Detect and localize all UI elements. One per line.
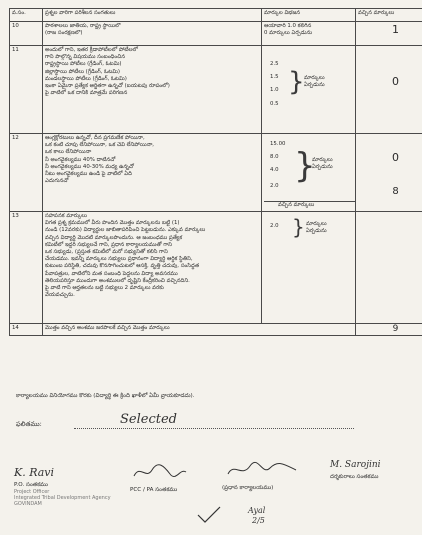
row13-details (43, 212, 262, 324)
row13-mark-1: 2.0 (270, 223, 279, 229)
row13-line-8: కుటుంబ పరిస్థితి, చదువు కొనసాగించుటలో ఆసక్తి, వృత్తి చదువు, సంసిద్ధత (45, 263, 200, 270)
row11-line-7: పై వాటిలో ఒక దానికి మాత్రమే పరిగణన (45, 90, 128, 97)
row11-line-5: మండలస్థాయి పోటీలు (గ్రేడింగ్, ఓటమి) (45, 75, 127, 82)
row11-mark-values (270, 61, 279, 114)
row13-marks-label-1: మార్కులు (306, 221, 327, 227)
row13-line-5: కమిటీలో ఇద్దరి సభ్యులచే గాని, ప్రధాన కార్యాలయముతో గాని (45, 241, 172, 248)
row11-brace: } (288, 67, 305, 97)
row11-line-6: ఇంకా ఏమైనా ప్రత్యేక ఆర్జితగా ఉన్నచో (బయటపు రూపంలో) (45, 83, 170, 90)
signature-director (330, 460, 420, 481)
evaluation-table (9, 8, 422, 336)
tick-mark-icon (196, 505, 222, 525)
row12-line-5: నీ అంగవైకల్యము 40-30% మధ్య ఉన్నచో (45, 163, 134, 170)
row11-line-1: అందులో గాని, ఇతర క్రీడాపోటీలలో పోటీలలో (45, 47, 138, 53)
row13-line-12: వేయవచ్చును. (45, 292, 75, 299)
signature-pcc (130, 462, 200, 494)
row14-got (356, 324, 422, 336)
row13-marks-label-2: ఏర్పడును (306, 228, 327, 235)
row11-marks (262, 46, 356, 134)
signature-director-label: దర్శకురాలు సంతకము (330, 474, 379, 480)
row12-got-footer: 8 (392, 186, 399, 197)
row12-line-1: ఆంగ్లక్లోరటులు ఉన్నచో, దీన ప్రగమణేక పోయినా, (45, 135, 145, 141)
row13-mark-values (270, 223, 279, 236)
row11-marks-label (304, 75, 325, 89)
row12-line-6: నీటు అంగవైకల్యము ఉండి పై వాటిలో ఏది (45, 171, 132, 178)
row13-line-9: పేవాపత్రుల, వాటిలోని మత సంబంధి పెద్దలను విద్యా అవసరము (45, 270, 178, 277)
row11-mark-4: 0.5 (270, 100, 279, 107)
result-label: ఫలితము: (16, 420, 42, 428)
signature-po-name: K. Ravi (14, 466, 55, 479)
row13-line-7: చేయడము. ఇవన్నీ మార్కులు సభ్యులు ప్రధానంగా విద్యార్థి ఆర్థిక స్థితిని, (45, 256, 193, 263)
signature-po-sub3: GOVINDAM (14, 501, 42, 507)
row12-details (43, 134, 262, 212)
signature-po (14, 466, 114, 507)
row10-marks-2: 0 మార్కులు ఏర్పడును (264, 30, 313, 37)
bottom-initials: Ayal (248, 506, 266, 515)
row11-got-value: 0 (392, 75, 399, 88)
row12-marks-label-2: ఏర్పడును (312, 164, 333, 171)
row13-line-2: విగత ప్రశ్న క్రమములో వీరు పొందిన మొత్తం మార్కులను బట్టి (1) (45, 220, 180, 227)
office-use-note: కార్యాలయము వినియోగము కొరకు (విద్యార్థి ఈ క్రింది ఖాళీలో ఏమీ వ్రాయకూడదు). (16, 393, 195, 399)
signature-pcc-label: PCC / PA సంతకము (130, 487, 178, 493)
row12-got (356, 134, 422, 212)
row13-got (356, 212, 422, 324)
header-marks: మార్కుల విభజన (262, 9, 356, 22)
row11-line-3: రాష్ట్రస్థాయి పోటీలు (గ్రేడింగ్, ఓటమి) (45, 61, 122, 68)
bottom-date: 2/5 (252, 516, 265, 525)
row11-mark-2: 1.5 (270, 74, 279, 81)
table-row-14 (10, 324, 422, 336)
row12-sno: 12 (10, 134, 43, 212)
row12-mark-values (270, 141, 285, 196)
signature-office (222, 458, 312, 492)
row11-mark-3: 1.0 (270, 87, 279, 94)
signature-po-sub2: Integrated Tribal Development Agency (14, 495, 111, 501)
header-sno: వ.సం. (10, 9, 43, 22)
table-row-13 (10, 212, 422, 324)
row14-details: మొత్తం వచ్చిన అంశము జరపాలకే వచ్చిన మొత్తం మార్కులు (43, 324, 356, 336)
header-got: వచ్చిన మార్కులు (356, 9, 422, 22)
row12-brace: } (294, 146, 316, 186)
row11-sno: 11 (10, 46, 43, 134)
header-details: ప్రశ్నల వారిగా పరిశీలన సంగతులు (43, 9, 262, 22)
result-line (74, 428, 354, 429)
row12-marks-label-1: మార్కులు (312, 157, 333, 163)
row12-line-3: ఒక కాలు లేనిపోయినా (45, 149, 92, 156)
row12-mark-4: 2.0 (270, 182, 279, 189)
table-header-row (10, 9, 422, 22)
row10-line-2: (రాజ సంరక్షణలో) (45, 30, 83, 37)
row11-got (356, 46, 422, 134)
row11-line-4: జిల్లాస్థాయి పోటీలు (గ్రేడింగ్, ఓటమి) (45, 68, 121, 75)
result-signature: Selected (120, 412, 177, 427)
row12-marks-label (312, 157, 333, 171)
row11-details (43, 46, 262, 134)
row13-line-6: ఒక సభ్యుడు, (ప్రస్తుత కమిటీలో మరో సభ్యునితో కలిసి గాని (45, 249, 168, 256)
row12-line-7: ఎదుగునచో (45, 178, 69, 185)
signature-po-sub: Project Officer (14, 489, 50, 495)
row13-marks (262, 212, 356, 324)
row12-marks-footer: వచ్చిన మార్కులు (264, 201, 356, 209)
row12-got-value: 0 (392, 151, 399, 164)
table-row-11 (10, 46, 422, 134)
row14-got-value: 9 (392, 324, 399, 334)
row12-mark-1: 15.00 (270, 141, 286, 147)
row11-marks-label-1: మార్కులు (304, 75, 325, 81)
table-row-10 (10, 22, 422, 46)
row12-line-2: ఒక కంటి చూపు లేనిపోయినా, ఒక చెవి లేనిపోయినా, (45, 142, 155, 149)
row13-sno: 13 (10, 212, 43, 324)
signature-office-label: (ప్రధాన కార్యాలయము) (222, 485, 274, 491)
row13-line-11: పై వాటి గాని ఆర్హతలను బట్టి సభ్యులు 2 మార్కులు వరకు (45, 285, 164, 292)
row10-line-1: పాఠశాలలు జాతీయ, రాష్ట్ర స్థాయిలో (45, 23, 121, 29)
row13-brace: } (292, 215, 305, 239)
row10-marks-1: ఆయావారి 1.0 కలిగిన (264, 23, 312, 29)
signature-po-label: P.O. సంతకము (14, 482, 48, 488)
row11-marks-label-2: ఏర్పడును (304, 82, 325, 89)
row13-line-3: నుండి (12వరకు) విద్యార్థుల జాబితాపరిపించి పెట్టబడును. ఎక్కువ మార్కులు (45, 227, 206, 234)
signature-pcc-scribble (130, 462, 190, 482)
row10-marks (262, 22, 356, 46)
row13-marks-label (306, 221, 327, 235)
row12-mark-3: 4.0 (270, 167, 279, 174)
signature-director-name: M. Sarojini (330, 460, 381, 470)
row13-line-4: వచ్చిన విద్యార్థి మొదటి మార్కులపొందును. ఆ జంబంధము ప్రత్యేక (45, 234, 183, 241)
row10-sno: 10 (10, 22, 43, 46)
row14-sno: 14 (10, 324, 43, 336)
row10-got (356, 22, 422, 46)
row12-line-4: నీ అంగవైకల్యము 40% దాటినచో (45, 156, 116, 163)
row13-line-10: తెలియపరిస్తూ ముందుగా అంశములలో దృష్టిని కేంద్రీకరించి వచ్చినదిని. (45, 277, 190, 284)
signature-office-scribble (222, 458, 302, 480)
row10-got-value: 1 (392, 23, 399, 36)
row11-mark-1: 2.5 (270, 61, 279, 67)
row12-mark-2: 8.0 (270, 154, 279, 161)
row13-line-1: సహపనక మార్కులు (45, 213, 87, 219)
row10-details (43, 22, 262, 46)
row12-marks (262, 134, 356, 212)
row11-line-2: గాని పాల్గొన్న విషయము సంబంధించిన (45, 54, 125, 61)
table-row-12 (10, 134, 422, 212)
